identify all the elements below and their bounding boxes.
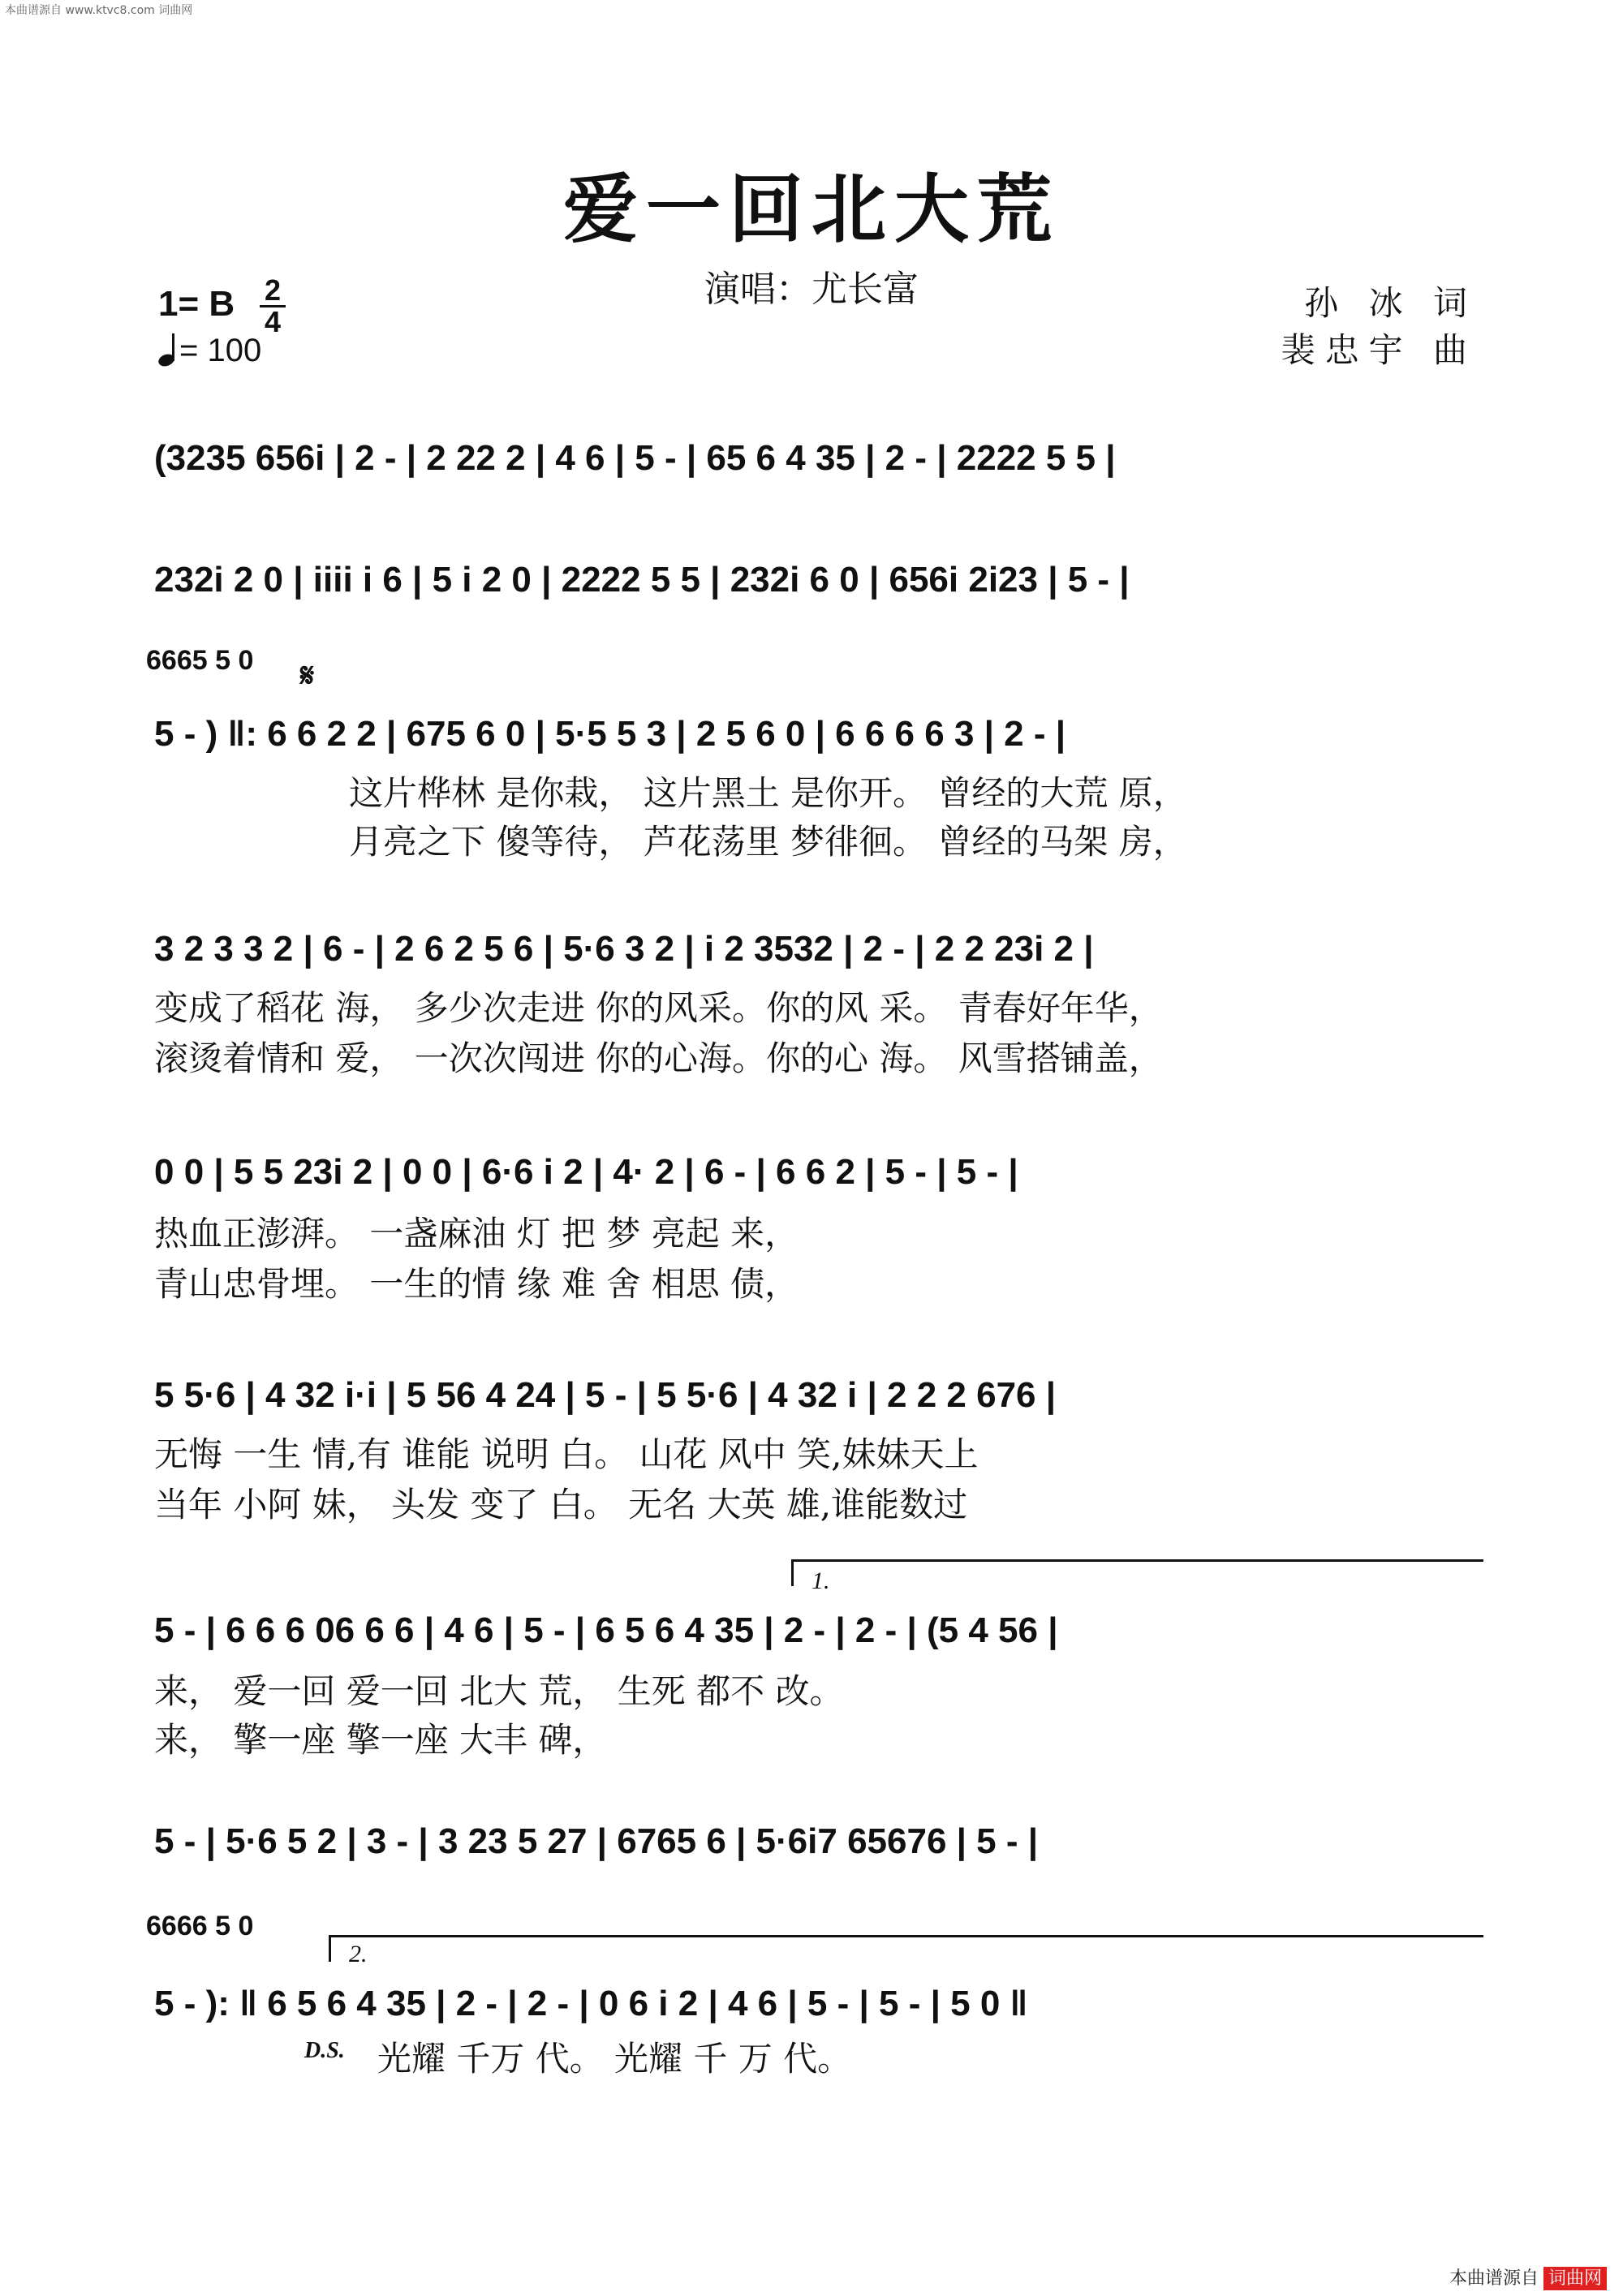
lyrics-line-6-verse-2: 当年 小阿 妹， 头发 变了 白。 无名 大英 雄,谁能数过 xyxy=(154,1485,968,1524)
bottom-watermark xyxy=(1449,2264,1607,2290)
lyrics-line-9: 光耀 千万 代。 光耀 千 万 代。 xyxy=(377,2039,852,2079)
lyricist: 孙 冰 词 xyxy=(1304,283,1477,323)
first-ending-label: 1. xyxy=(812,1567,830,1594)
second-ending-label: 2. xyxy=(349,1941,368,1967)
bottom-watermark-text: 本曲谱源自 xyxy=(1449,2268,1539,2289)
time-signature-top: 2 xyxy=(264,273,282,307)
lyrics-line-7-verse-1: 来， 爱一回 爱一回 北大 荒， 生死 都不 改。 xyxy=(154,1671,844,1711)
notation-line-5: 0 0 | 5 5 23i 2 | 0 0 | 6·6 i 2 | 4· 2 | 6 - | 6 6 2 | 5 - | 5 - | xyxy=(154,1152,1018,1192)
lyrics-line-4-verse-2: 滚烫着情和 爱， 一次次闯进 你的心海。你的心 海。 风雪搭铺盖， xyxy=(154,1038,1163,1078)
singer-credit: 演唱：尤长富 xyxy=(704,269,919,310)
notation-line-2: 232i 2 0 | iiii i 6 | 5 i 2 0 | 2222 5 5 | 232i 6 0 | 656i 2i23 | 5 - | xyxy=(154,560,1130,600)
lyrics-line-3-verse-2: 月亮之下 傻等待， 芦花荡里 梦徘徊。 曾经的马架 房， xyxy=(349,822,1187,862)
top-watermark: 本曲谱源自 www.ktvc8.com 词曲网 xyxy=(5,4,193,17)
credits xyxy=(1281,280,1477,374)
lyrics-line-4-verse-1: 变成了稻花 海， 多少次走进 你的风采。你的风 采。 青春好年华， xyxy=(154,988,1163,1028)
segno-icon: 𝄋 xyxy=(300,657,315,694)
dal-segno-mark: D.S. xyxy=(304,2038,345,2063)
notation-line-3: 5 - ) ‖: 6 6 2 2 | 675 6 0 | 5·5 5 3 | 2 5 6 0 | 6 6 6 6 3 | 2 - | xyxy=(154,714,1066,754)
ending-small-notes-2: 6666 5 0 xyxy=(146,1911,254,1941)
composer: 裴忠宇 曲 xyxy=(1281,330,1477,370)
lyrics-line-7-verse-2: 来， 擎一座 擎一座 大丰 碑， xyxy=(154,1720,607,1760)
notation-line-9: 5 - ): ‖ 6 5 6 4 35 | 2 - | 2 - | 0 6 i 2 | 4 6 | 5 - | 5 - | 5 0 ‖ xyxy=(154,1984,1028,2023)
time-signature-bottom: 4 xyxy=(264,305,282,338)
notation-line-8: 5 - | 5·6 5 2 | 3 - | 3 23 5 27 | 6765 6 | 5·6i7 65676 | 5 - | xyxy=(154,1821,1039,1861)
time-signature xyxy=(258,273,287,338)
lyrics-line-5-verse-2: 青山忠骨埋。 一生的情 缘 难 舍 相思 债， xyxy=(154,1264,799,1304)
first-ending-bracket xyxy=(791,1559,1483,1586)
notation-line-6: 5 5·6 | 4 32 i·i | 5 56 4 24 | 5 - | 5 5·6 | 4 32 i | 2 2 2 676 | xyxy=(154,1375,1057,1415)
ending-small-notes-1: 6665 5 0 xyxy=(146,645,254,676)
lyrics-line-5-verse-1: 热血正澎湃。 一盏麻油 灯 把 梦 亮起 来， xyxy=(154,1214,799,1253)
key-signature: 1= B xyxy=(158,284,235,324)
notation-line-4: 3 2 3 3 2 | 6 - | 2 6 2 5 6 | 5·6 3 2 | i 2 3532 | 2 - | 2 2 23i 2 | xyxy=(154,929,1094,969)
song-title: 爱一回北大荒 xyxy=(562,166,1060,253)
tempo-marking xyxy=(158,333,261,369)
notation-line-1: (3235 656i | 2 - | 2 22 2 | 4 6 | 5 - | 65 6 4 35 | 2 - | 2222 5 5 | xyxy=(154,438,1116,478)
bottom-watermark-logo: 词曲网 xyxy=(1543,2267,1607,2290)
second-ending-bracket xyxy=(329,1935,1483,1962)
notation-line-7: 5 - | 6 6 6 06 6 6 | 4 6 | 5 - | 6 5 6 4 35 | 2 - | 2 - | (5 4 56 | xyxy=(154,1610,1058,1650)
lyrics-line-6-verse-1: 无悔 一生 情,有 谁能 说明 白。 山花 风中 笑,妹妹天上 xyxy=(154,1434,979,1474)
tempo-value: = 100 xyxy=(179,333,262,368)
lyrics-line-3-verse-1: 这片桦林 是你栽， 这片黑土 是你开。 曾经的大荒 原， xyxy=(349,773,1187,813)
quarter-note-icon xyxy=(158,333,176,366)
